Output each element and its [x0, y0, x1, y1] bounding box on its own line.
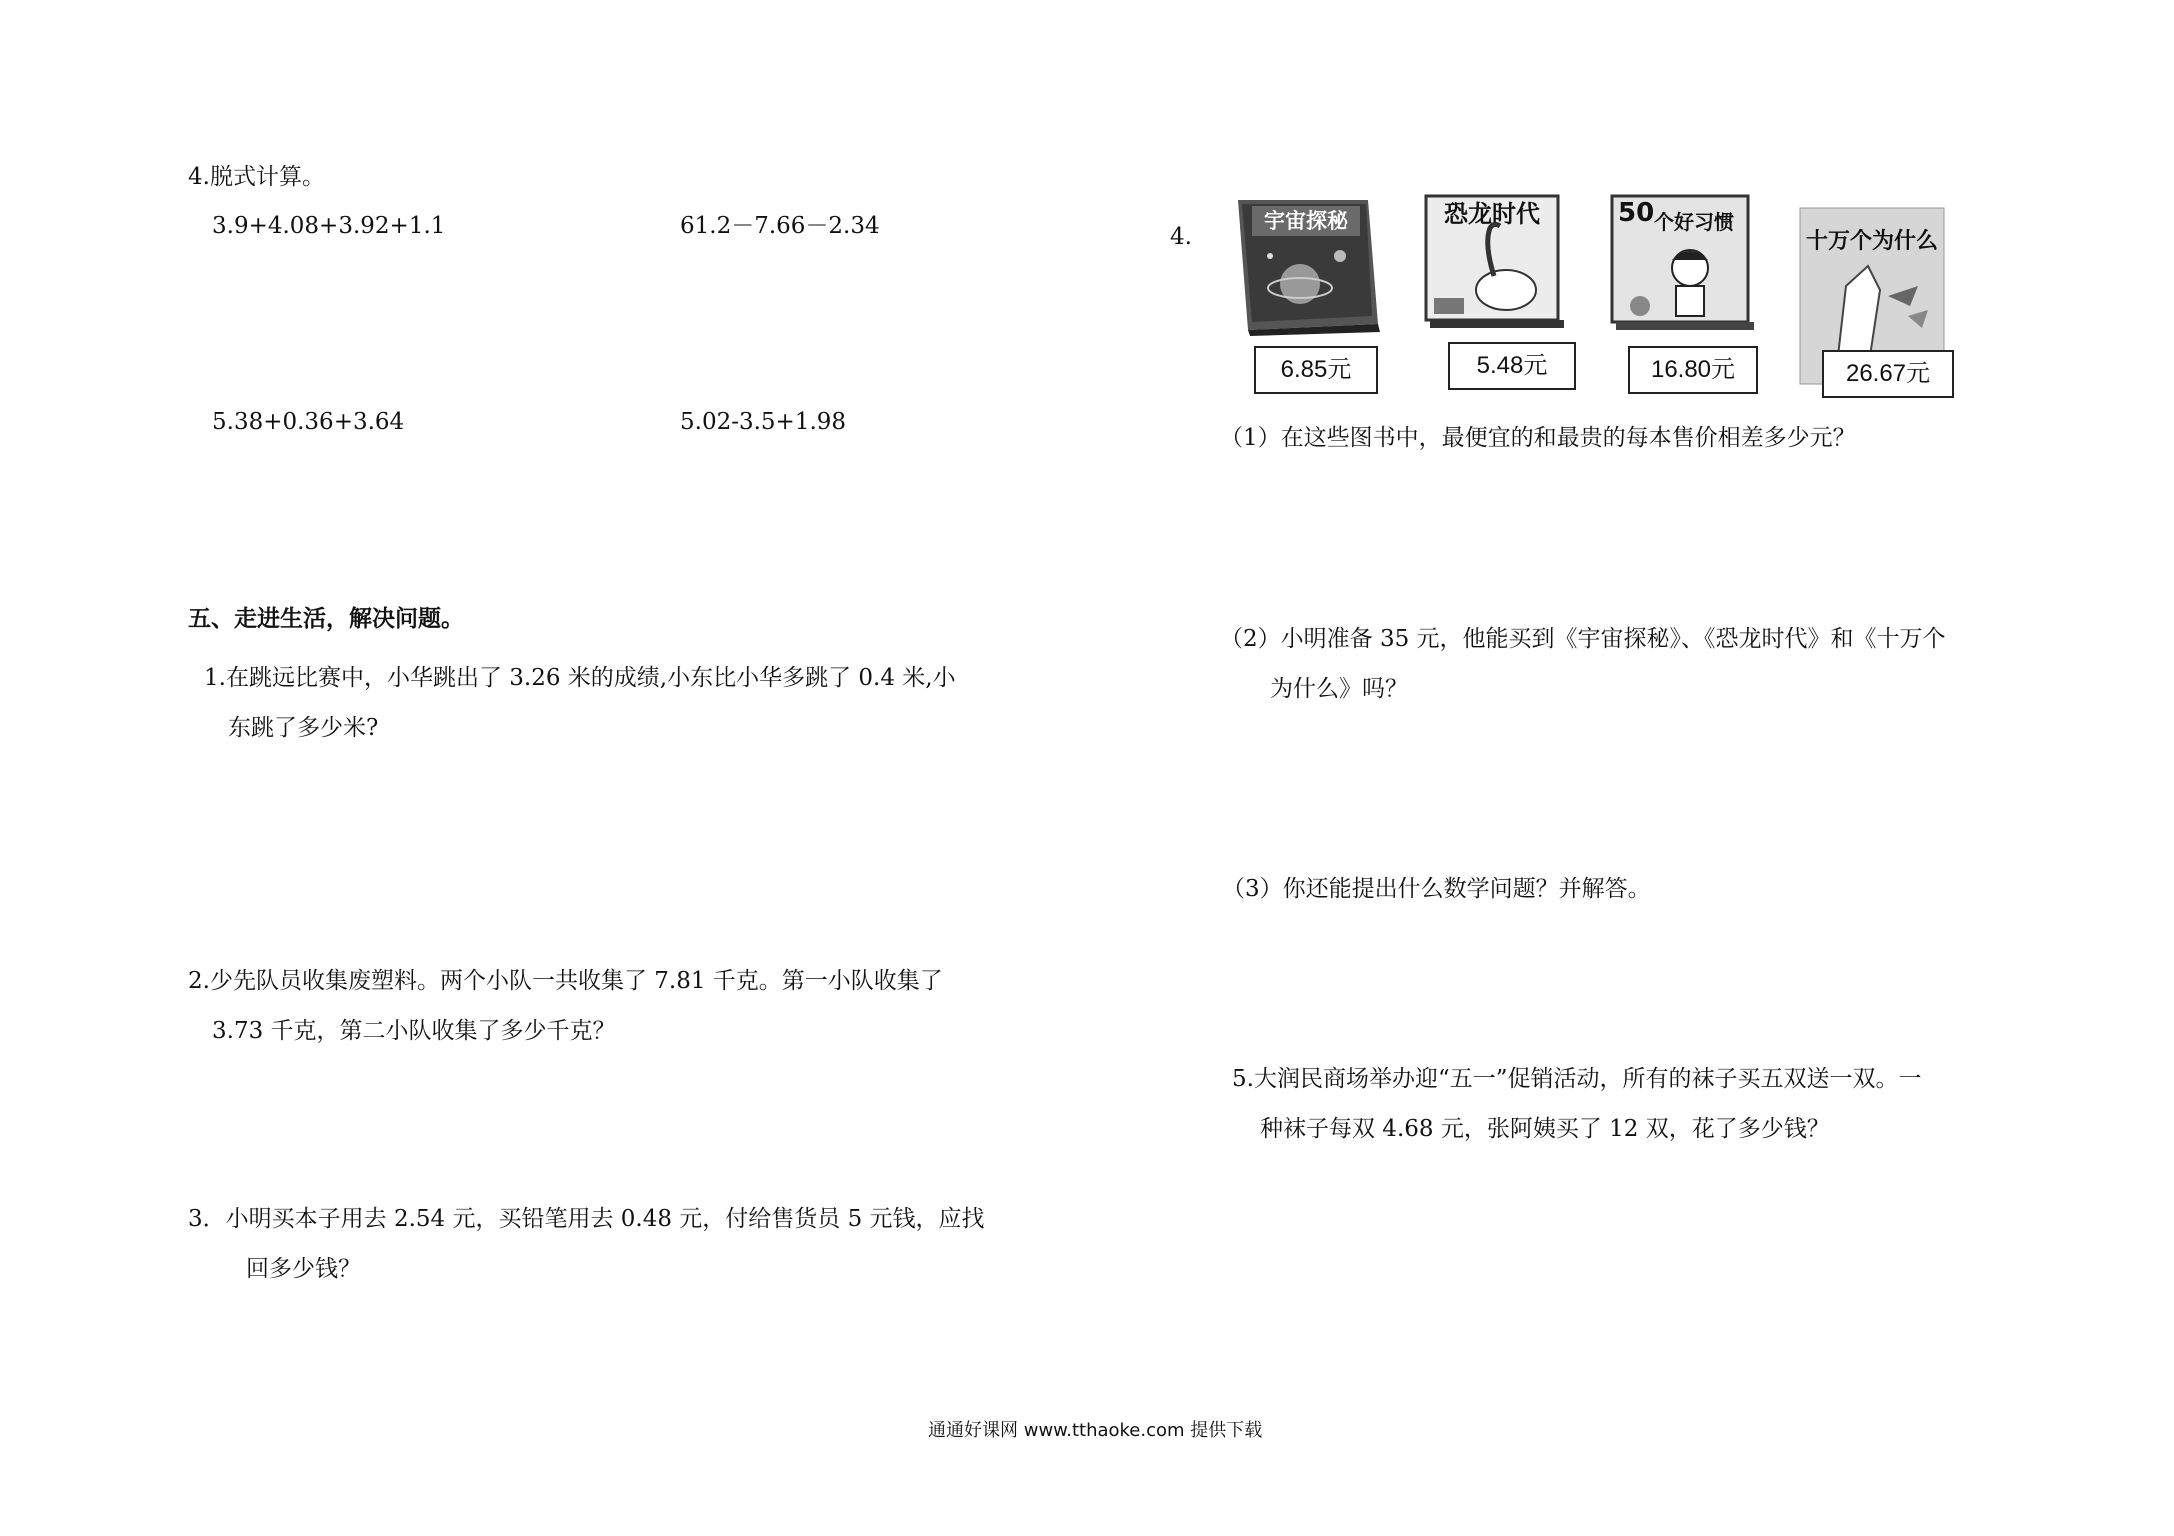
sub-question-1: （1）在这些图书中，最便宜的和最贵的每本售价相差多少元？: [1220, 425, 1856, 451]
problem-3-line-1: 3．小明买本子用去 2.54 元，买铅笔用去 0.48 元，付给售货员 5 元钱，应找: [188, 1206, 985, 1232]
price-box-why: 26.67元: [1822, 350, 1954, 398]
calc-expression-4: 5.02-3.5+1.98: [680, 409, 847, 435]
book-title: 个好习惯: [1654, 210, 1734, 234]
problem-2-line-2: 3.73 千克，第二小队收集了多少千克？: [212, 1018, 616, 1044]
calc-expression-1: 3.9+4.08+3.92+1.1: [212, 213, 446, 239]
sub-question-2-line-1: （2）小明准备 35 元，他能买到《宇宙探秘》、《恐龙时代》和《十万个: [1220, 626, 1946, 652]
page-footer: 通通好课网 www.tthaoke.com 提供下载: [928, 1420, 1263, 1441]
calc-expression-3: 5.38+0.36+3.64: [212, 409, 405, 435]
problem-5-line-2: 种袜子每双 4.68 元，张阿姨买了 12 双，花了多少钱？: [1260, 1116, 1830, 1142]
calc-expression-2: 61.2－7.66－2.34: [680, 213, 880, 239]
book-badge: 50: [1618, 198, 1655, 228]
problem-3-line-2: 回多少钱？: [246, 1256, 361, 1282]
book-title: 恐龙时代: [1444, 200, 1540, 228]
sub-question-2-line-2: 为什么》吗？: [1270, 676, 1408, 702]
problem-2-line-1: 2.少先队员收集废塑料。两个小队一共收集了 7.81 千克。第一小队收集了: [188, 968, 943, 994]
price-box-dinosaur: 5.48元: [1448, 342, 1576, 390]
book-title: 宇宙探秘: [1264, 209, 1348, 233]
book-cover-dinosaur: [1424, 194, 1566, 330]
question-4-label: 4.: [1170, 224, 1192, 250]
book-cover-universe: [1230, 196, 1380, 336]
sub-question-3: （3）你还能提出什么数学问题？并解答。: [1222, 876, 1651, 902]
problem-1-line-2: 东跳了多少米?: [228, 715, 379, 741]
book-title: 十万个为什么: [1805, 229, 1938, 254]
problem-1-line-1: 1.在跳远比赛中，小华跳出了 3.26 米的成绩,小东比小华多跳了 0.4 米,小: [204, 665, 956, 691]
problem-5-line-1: 5.大润民商场举办迎“五一”促销活动，所有的袜子买五双送一双。一: [1232, 1066, 1922, 1092]
question-4-title: 4.脱式计算。: [188, 164, 325, 190]
price-box-universe: 6.85元: [1254, 346, 1378, 394]
book-cover-habits: [1610, 194, 1756, 332]
price-box-habits: 16.80元: [1628, 346, 1758, 394]
section-5-title: 五、走进生活，解决问题。: [188, 606, 464, 632]
